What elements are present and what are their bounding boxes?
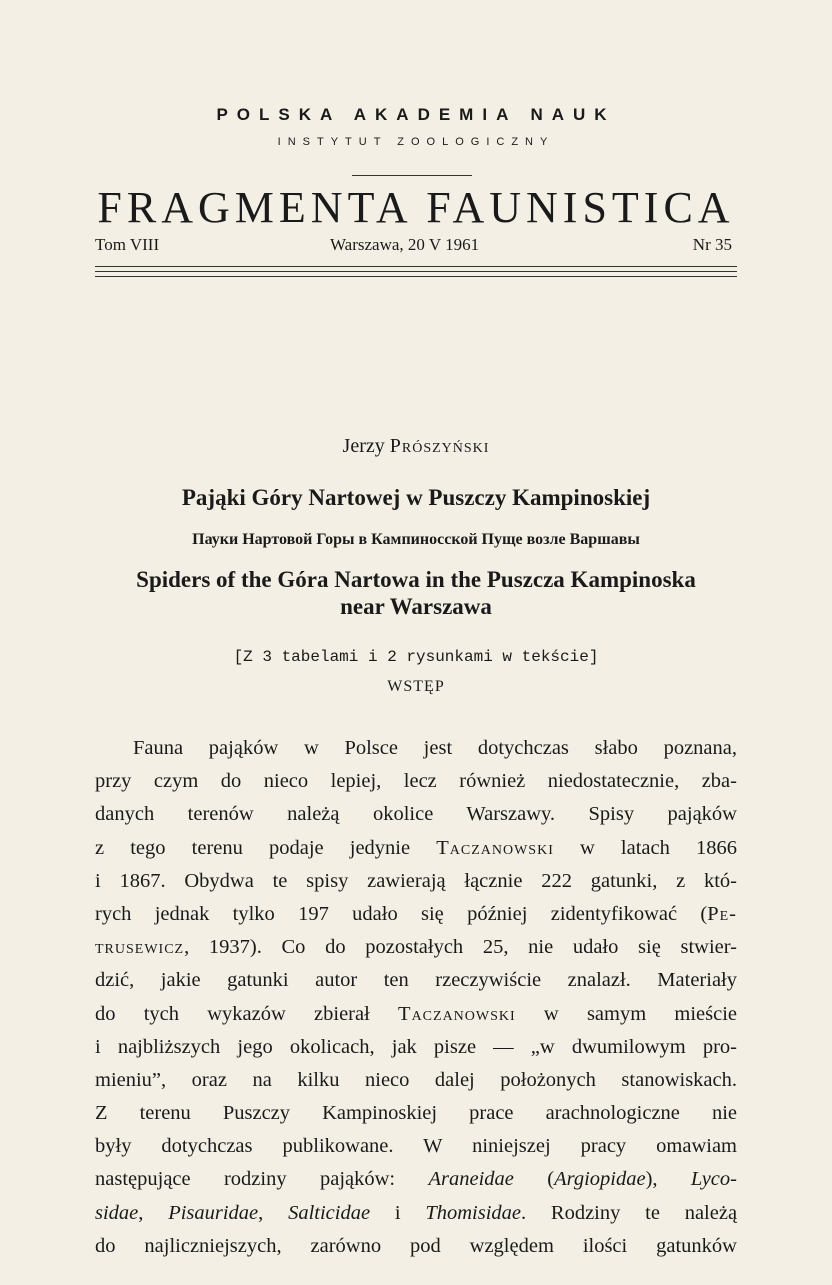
body-line: następujące rodziny pająków: Araneidae (Argiopidae), Lyco- — [95, 1168, 737, 1191]
body-line: Fauna pająków w Polsce jest dotychczas słabo poznana, — [133, 737, 737, 759]
body-line: dzić, jakie gatunki autor ten rzeczywiście znalazł. Materiały — [95, 969, 737, 992]
place-date: Warszawa, 20 V 1961 — [330, 235, 480, 254]
journal-title: FRAGMENTA FAUNISTICA — [97, 183, 735, 232]
body-line: były dotychczas publikowane. W niniejszej pracy omawiam — [95, 1135, 737, 1158]
title-english-line-1: Spiders of the Góra Nartowa in the Puszcza Kampinoska — [136, 567, 696, 592]
body-line: mieniu”, oraz na kilku nieco dalej położonych stanowiskach. — [95, 1068, 737, 1091]
academy-name: POLSKA AKADEMIA NAUK — [216, 105, 616, 124]
body-line: sidae, Pisauridae, Salticidae i Thomisidae. Rodziny te należą — [95, 1201, 738, 1224]
body-line: rych jednak tylko 197 udało się później zidentyfikować (Pe- — [95, 902, 737, 925]
body-line: danych terenów należą okolice Warszawy. Spisy pająków — [95, 803, 737, 826]
masthead-rule-3 — [95, 276, 737, 277]
institute-name: INSTYTUT ZOOLOGICZNY — [277, 136, 555, 148]
body-text — [95, 732, 737, 1263]
body-line: przy czym do nieco lepiej, lecz również niedostatecznie, zba- — [95, 770, 737, 793]
body-line: trusewicz, 1937). Co do pozostałych 25, nie udało się stwier- — [95, 936, 737, 959]
body-line: do najliczniejszych, zarówno pod względem ilości gatunków — [95, 1234, 737, 1257]
title-polish: Pająki Góry Nartowej w Puszczy Kampinoskiej — [181, 485, 651, 510]
masthead-rule-2 — [95, 271, 737, 272]
tables-figures-note: [Z 3 tabelami i 2 rysunkami w tekście] — [233, 648, 599, 666]
author-last-name: Prószyński — [389, 435, 490, 457]
body-line: i 1867. Obydwa te spisy zawierają łącznie 222 gatunki, z któ- — [95, 869, 737, 892]
issue-number: Nr 35 — [692, 235, 732, 254]
title-russian: Пауки Нартовой Горы в Кампиносской Пуще возле Варшавы — [192, 531, 640, 548]
body-line: i najbliższych jego okolicach, jak pisze — „w dwumilowym pro- — [95, 1035, 737, 1058]
author-first-name: Jerzy — [342, 435, 385, 457]
author — [0, 435, 832, 458]
body-line: Z terenu Puszczy Kampinoskiej prace arachnologiczne nie — [95, 1102, 737, 1125]
masthead-rule-1 — [95, 266, 737, 267]
volume-label: Tom VIII — [95, 235, 160, 254]
header-divider — [352, 175, 472, 176]
body-line: do tych wykazów zbierał Taczanowski w samym mieście — [95, 1002, 738, 1025]
section-heading: WSTĘP — [387, 678, 445, 695]
body-line: z tego terenu podaje jedynie Taczanowski w latach 1866 — [95, 836, 737, 859]
title-english — [0, 566, 832, 620]
title-english-line-2: near Warszawa — [340, 594, 492, 619]
